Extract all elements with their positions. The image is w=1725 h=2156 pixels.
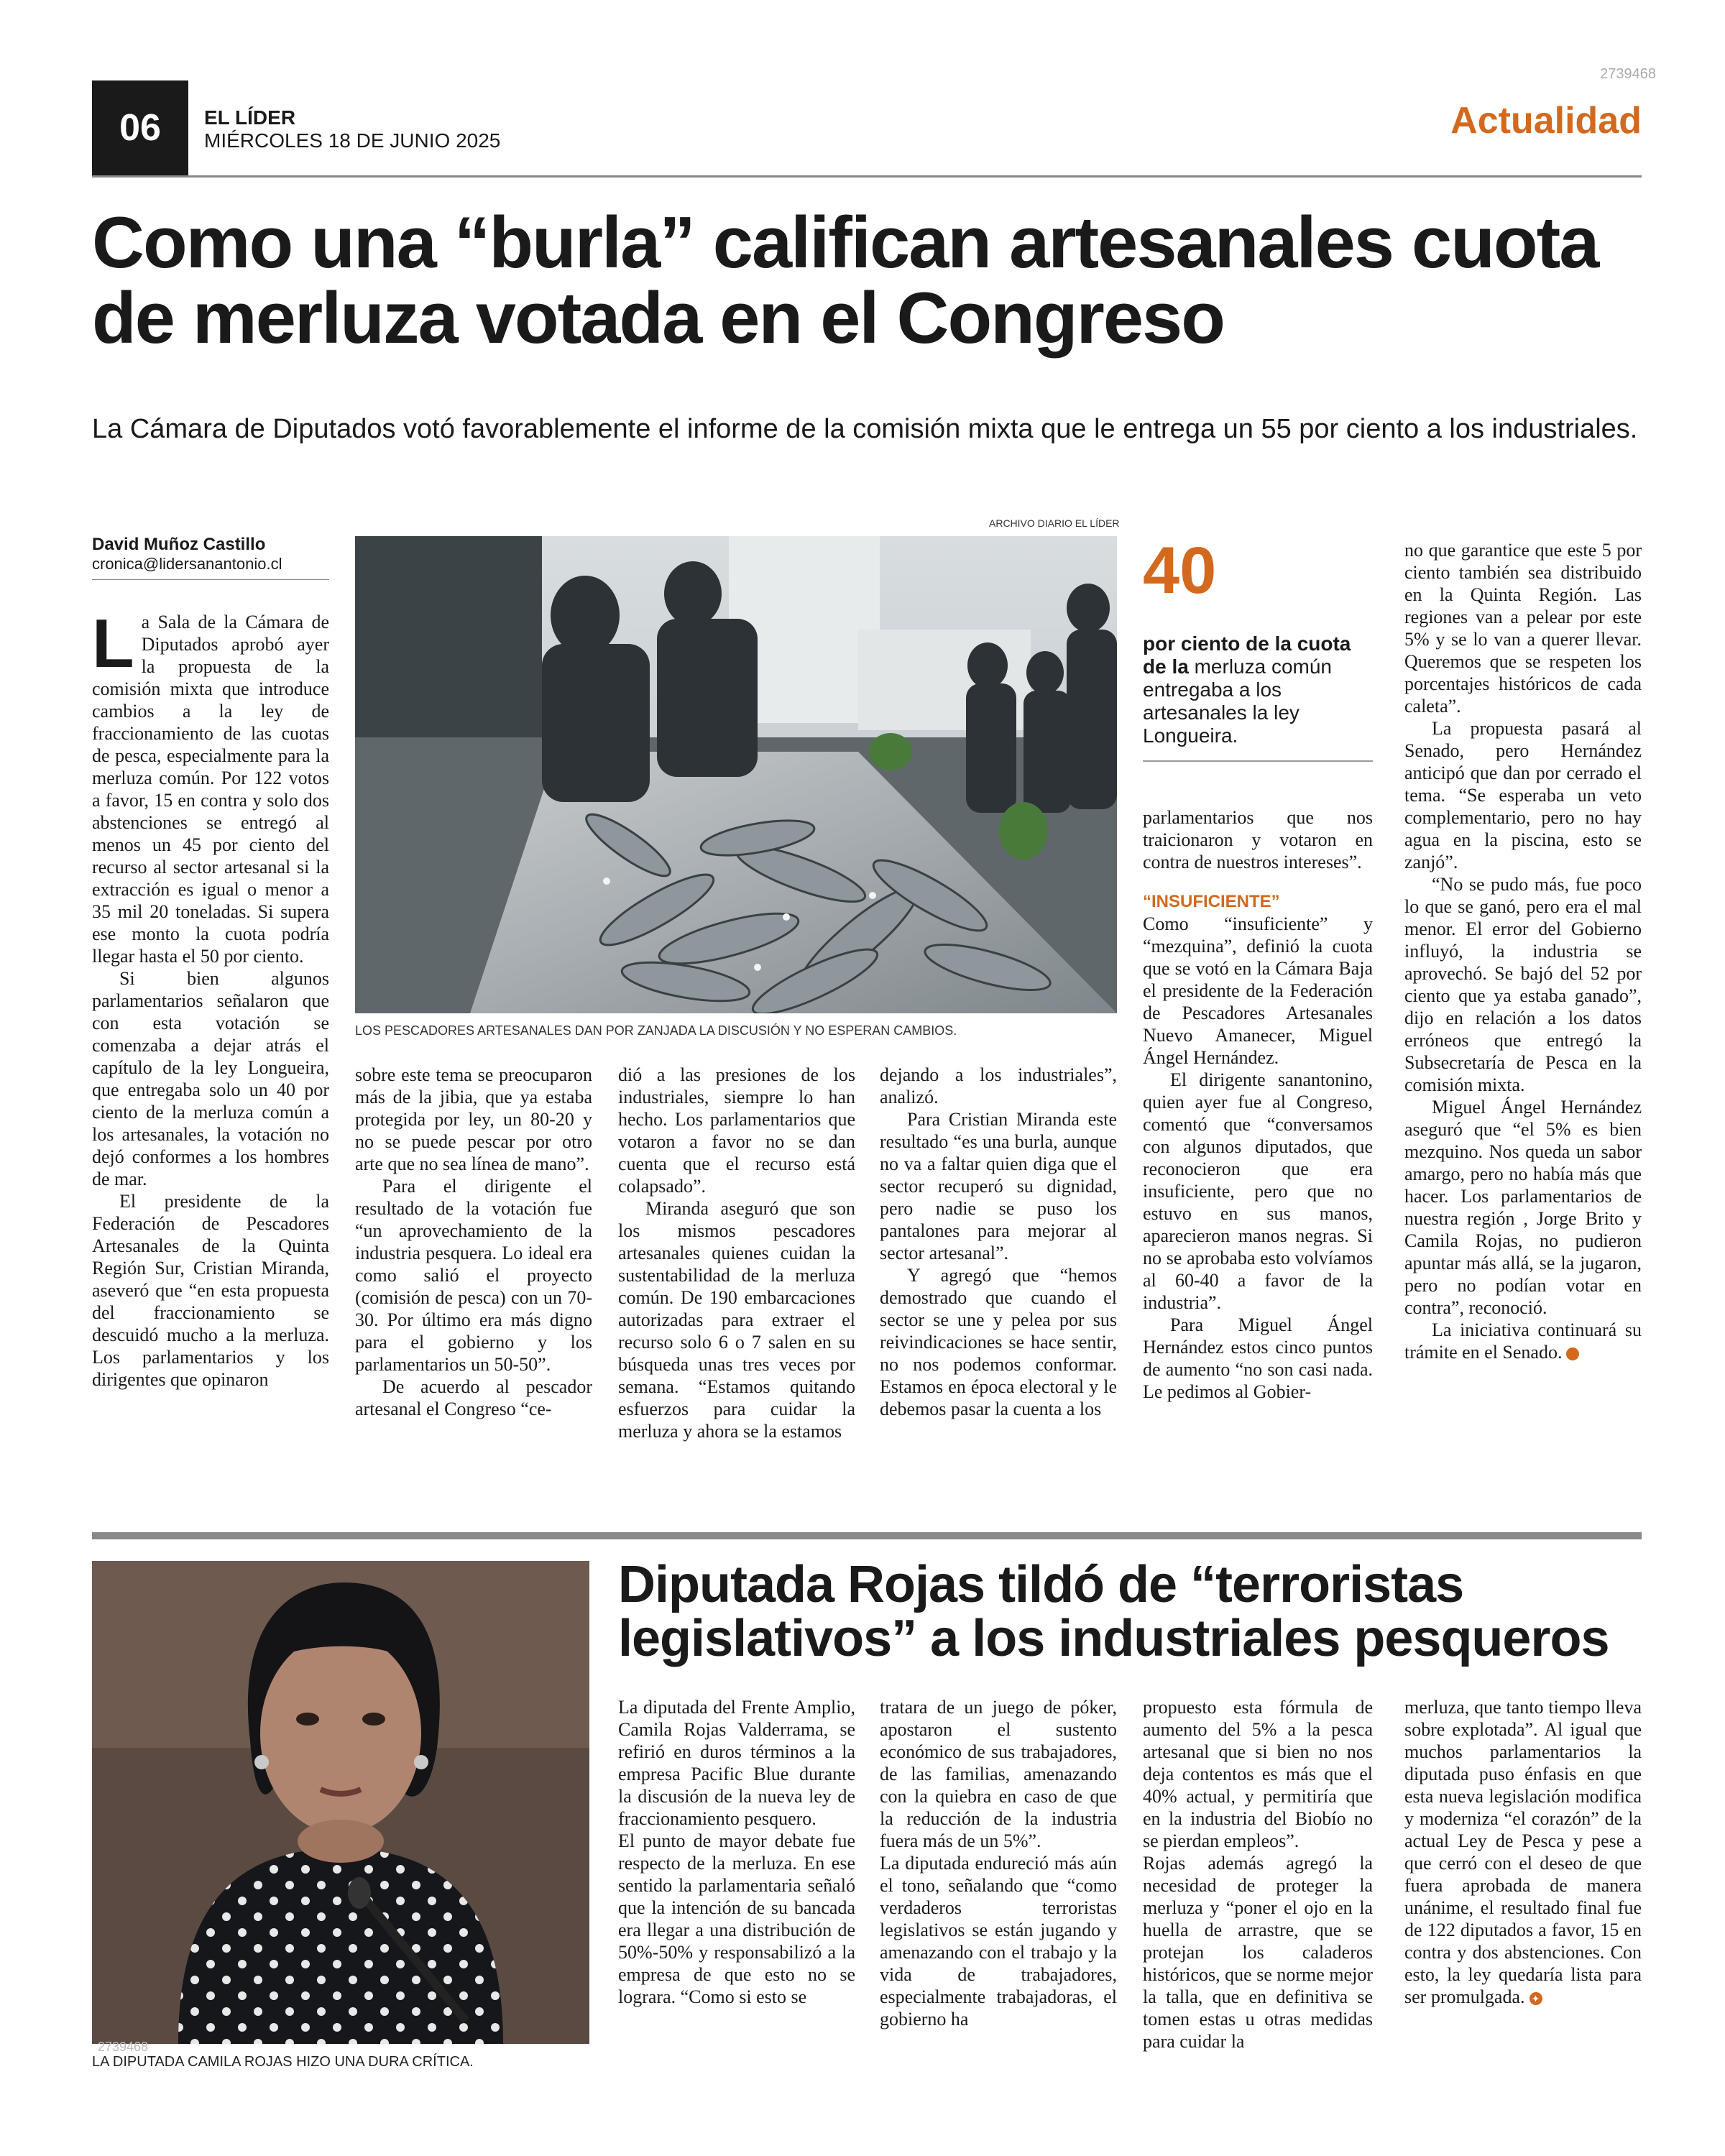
stat-text-bold: por ciento de la cuota de la <box>1143 632 1351 678</box>
main-headline: Como una “burla” califican artesanales cuota de merluza votada en el Congreso <box>92 203 1598 359</box>
clip-id: 2739468 <box>1600 66 1656 82</box>
article-paragraph: Para Miguel Ángel Hernández estos cinco puntos de aumento “no son casi nada. Le pedimos al Gobier- <box>1143 1314 1373 1402</box>
article2-column-3 <box>1143 1696 1373 2053</box>
article-column-2 <box>355 1064 592 1420</box>
article-paragraph: merluza, que tanto tiempo lleva sobre explotada”. Al igual que muchos parlamentarios la diputada puso énfasis en que esta nueva legislación modifica y moderniza “el corazón” de la actual Ley de Pesca y pese a que cerró con el deseo de que fuera aprobada de manera unánime, el resultado final fue de 122 diputados a favor, 15 en contra y dos abstenciones. Con esto, la ley quedaría lista para ser promulgada. ✦ <box>1404 1697 1642 2007</box>
article-column-6 <box>1404 539 1642 1363</box>
deputy-photo <box>92 1561 589 2044</box>
article-paragraph: La propuesta pasará al Senado, pero Hernández anticipó que dan por cerrado el tema. “Se esperaba un veto complementario, pero no hay agua en la piscina, esto se zanjó”. <box>1404 718 1642 872</box>
inline-subhead: “INSUFICIENTE” <box>1143 892 1280 911</box>
article-paragraph: La diputada del Frente Amplio, Camila Rojas Valderrama, se refirió en duros términos a la empresa Pacific Blue durante la discusión de la nueva ley de fraccionamiento pesquero. <box>618 1697 855 1829</box>
end-of-article-icon: ✦ <box>1530 1992 1542 2005</box>
byline-email[interactable]: cronica@lidersanantonio.cl <box>92 555 282 573</box>
byline-rule <box>92 579 329 580</box>
article-paragraph: Miranda aseguró que son los mismos pescadores artesanales quienes cuidan la sustentabilidad de la merluza común. De 190 embarcaciones autorizadas para extraer el recurso solo 6 o 7 salen en su búsqueda unas tres veces por semana. “Estamos quitando esfuerzos para cuidar la merluza y ahora se la estamos <box>618 1198 855 1442</box>
article-paragraph: Y agregó que “hemos demostrado que cuando el sector se une y pelea por sus reivindicaciones se hace sentir, no nos podemos conformar. Estamos en época electoral y le debemos pasar la cuenta a los <box>880 1265 1117 1419</box>
photo-caption: LOS PESCADORES ARTESANALES DAN POR ZANJADA LA DISCUSIÓN Y NO ESPERAN CAMBIOS. <box>355 1023 957 1038</box>
issue-date: MIÉRCOLES 18 DE JUNIO 2025 <box>204 129 501 152</box>
end-of-article-icon: ✦ <box>1566 1348 1579 1360</box>
article-paragraph: La diputada endureció más aún el tono, señalando que “como verdaderos terroristas legislativos se están jugando y amenazando con el trabajo y la vida de trabajadores, especialmente trabajadoras, el gobierno ha <box>880 1853 1117 2030</box>
article-column-5 <box>1143 806 1373 1403</box>
article-paragraph: El punto de mayor debate fue respecto de la merluza. En ese sentido la parlamentaria señaló que la intención de su bancada era llegar a una distribución de 50%-50% y responsabilizó a la empresa de que esto no se lograra. “Como si esto se <box>618 1830 855 2007</box>
article-paragraph: La iniciativa continuará su trámite en el Senado. ✦ <box>1404 1319 1642 1363</box>
article-paragraph: dió a las presiones de los industriales, siempre lo han hecho. Los parlamentarios que votaron a favor no se dan cuenta que el recurso está colapsado”. <box>618 1064 855 1197</box>
photo-id: 2739468 <box>98 2040 149 2054</box>
article2-column-4 <box>1404 1696 1642 2008</box>
article-column-1 <box>92 605 329 1391</box>
story-divider <box>92 1532 1642 1539</box>
byline-author: David Muñoz Castillo <box>92 535 266 554</box>
article-paragraph: “No se pudo más, fue poco lo que se ganó, pero era el mal menor. El error del Gobierno influyó, la industria se aprovechó. Se bajó del 52 por ciento que ya estaba ganado”, dijo en relación a los datos erróneos que entregó la Subsecretaría de Pesca en la comisión mixta. <box>1404 874 1642 1095</box>
article-paragraph: no que garantice que este 5 por ciento también sea distribuido en la Quinta Región. Las regiones van a pelear por este 5% y se lo van a querer llevar. Queremos que se respeten los porcentajes históricos de cada caleta”. <box>1404 540 1642 717</box>
article-paragraph: sobre este tema se preocuparon más de la jibia, que ya estaba protegida por ley, un 80-20 y no se puede pescar por otro arte que no sea línea de mano”. <box>355 1064 592 1174</box>
stat-rule <box>1143 760 1373 762</box>
second-headline: Diputada Rojas tildó de “terroristas legislativos” a los industriales pesqueros <box>618 1556 1609 1667</box>
article-paragraph: Si bien algunos parlamentarios señalaron que con esta votación se comenzaba a dejar atrás el capítulo de la ley Longueira, que entregaba solo un 40 por ciento de la merluza común a los artesanales, la votación no dejó conformes a los hombres de mar. <box>92 968 329 1189</box>
photo-caption: LA DIPUTADA CAMILA ROJAS HIZO UNA DURA CRÍTICA. <box>92 2054 474 2070</box>
article-paragraph: parlamentarios que nos traicionaron y votaron en contra de nuestros intereses”. <box>1143 807 1373 872</box>
stat-text <box>1143 632 1373 747</box>
article-paragraph: tratara de un juego de póker, apostaron el sustento económico de sus trabajadores, de las familias, amenazando con la quiebra en caso de que la reducción de la industria fuera más de un 5%”. <box>880 1697 1117 1851</box>
article-paragraph: De acuerdo al pescador artesanal el Congreso “ce- <box>355 1376 592 1419</box>
stat-text-rest: merluza común entregaba a los artesanales la ley Longueira. <box>1143 655 1332 747</box>
fishermen-photo <box>355 536 1117 1013</box>
article2-column-2 <box>880 1696 1117 2030</box>
article-paragraph: Para el dirigente el resultado de la votación fue “un aprovechamiento de la industria pesquera. Lo ideal era como salió el proyecto (comisión de pesca) con un 70-30. Por último era más digno para el gobierno y los parlamentarios un 50-50”. <box>355 1176 592 1375</box>
article-paragraph: El dirigente sanantonino, quien ayer fue al Congreso, comentó que “conversamos con algunos diputados, que reconocieron que era insuficiente, pero que no estuvo en sus manos, aparecieron manos negras. Si no se aprobaba esto volvíamos al 60-40 a favor de la industria”. <box>1143 1069 1373 1313</box>
section-label: Actualidad <box>1450 100 1642 142</box>
header-rule <box>92 175 1642 178</box>
article-paragraph: Miguel Ángel Hernández aseguró que “el 5% es bien mezquino. Nos queda un sabor amargo, pero no había más que hacer. Los parlamentarios de nuestra región , Jorge Brito y Camila Rojas, no pudieron apuntar más allá, se la jugaron, pero no podían votar en contra”, reconoció. <box>1404 1097 1642 1318</box>
main-subhead: La Cámara de Diputados votó favorablemente el informe de la comisión mixta que le entrega un 55 por ciento a los industriales. <box>92 414 1638 444</box>
drop-cap: L <box>92 605 134 682</box>
paper-name: EL LÍDER <box>204 106 296 129</box>
article-paragraph: Rojas además agregó la necesidad de proteger la merluza y “poner el ojo en la huella de arrastre, que se protejan los caladeros históricos, que se norme mejor la talla, que en definitiva se tomen estas u otras medidas para cuidar la <box>1143 1853 1373 2052</box>
photo-credit: ARCHIVO DIARIO EL LÍDER <box>989 517 1120 529</box>
article2-column-1 <box>618 1696 855 2008</box>
page-number: 06 <box>92 80 188 175</box>
article-column-3 <box>618 1064 855 1442</box>
article-paragraph: propuesto esta fórmula de aumento del 5% a la pesca artesanal que si bien no nos deja contentos es más que el 40% actual, y permitiría que en la industria del Biobío no se pierdan empleos”. <box>1143 1697 1373 1851</box>
article-column-4 <box>880 1064 1117 1420</box>
article-paragraph: dejando a los industriales”, analizó. <box>880 1064 1117 1107</box>
article-paragraph: Para Cristian Miranda este resultado “es una burla, aunque no va a faltar quien diga que el sector recuperó su dignidad, pero nadie se puso los pantalones para mejorar al sector artesanal”. <box>880 1109 1117 1263</box>
stat-number: 40 <box>1143 534 1217 607</box>
article-paragraph: Como “insuficiente” y “mezquina”, definió la cuota que se votó en la Cámara Baja el presidente de la Federación de Pescadores Artesanales Nuevo Amanecer, Miguel Ángel Hernández. <box>1143 913 1373 1068</box>
article-paragraph: La Sala de la Cámara de Diputados aprobó ayer la propuesta de la comisión mixta que introduce cambios a la ley de fraccionamiento de las cuotas de pesca, especialmente para la merluza común. Por 122 votos a favor, 15 en contra y solo dos abstenciones se entregó al menos un 45 por ciento del recurso al sector artesanal si la extracción es igual o menor a 35 mil 20 toneladas. Si supera ese monto la cuota podría llegar hasta el 50 por ciento. <box>92 605 329 967</box>
article-paragraph: El presidente de la Federación de Pescadores Artesanales de la Quinta Región Sur, Cristian Miranda, aseveró que “en esta propuesta del fraccionamiento se descuidó mucho a la merluza. Los parlamentarios y los dirigentes que opinaron <box>92 1191 329 1390</box>
